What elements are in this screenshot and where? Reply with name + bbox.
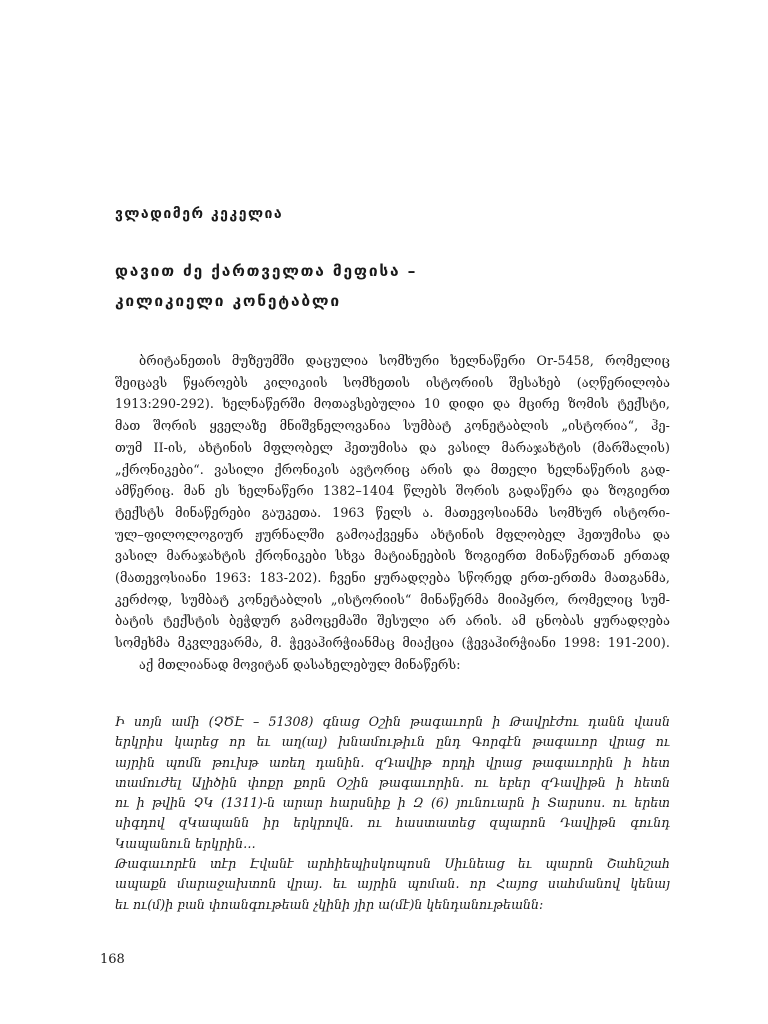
- quote-line: սիգդով զԿապանն իր երկրովն. ու հաստատեց զպարոն Դավիթն գունդ: [115, 815, 670, 831]
- title-line: კილიკიელი კონეტაბლი: [115, 292, 341, 310]
- quote-line: Թագաւորէն տէր Էվանէ արհիեպիսկոպոսն Սիւնեաց եւ պարոն Շահնշահ: [115, 856, 670, 872]
- quote-line: եւ ու(մ)ի բան փոանգութեան չկինի յիր ա(մէ)ն կենդանութեանն:: [115, 896, 544, 912]
- body-line: შეიცავს წყაროებს კილიკიის სომხეთის ისტორიის შესახებ (აღწერილობა: [115, 374, 670, 390]
- body-line: თუმ II-ის, ახტინის მფლობელ ჰეთუმისა და ვასილ მარაჯახტის (მარშალის): [115, 439, 670, 455]
- body-line: ულ–ფილოლოგიურ ჟურნალში გამოაქვეყნა ახტინის მფლობელ ჰეთუმისა და: [115, 526, 670, 542]
- author-name: ვლადიმერ კეკელია: [115, 206, 284, 222]
- armenian-quotation: [115, 712, 670, 915]
- quote-line: ու ի թվին ՉԿ (1311)-ն արար հարսնիք ի Զ (6) յունուարն ի Տարսոս. ու երետ: [115, 795, 670, 811]
- body-line: აქ მთლიანად მოვიტან დასახელებულ მინაწერს:: [139, 656, 461, 672]
- body-line: ბატის ტექსტის ბეჭდურ გამოცემაში შესული არ არის. ამ ცნობას ყურადღება: [115, 613, 670, 629]
- body-line: სომეხმა მკვლევარმა, მ. ჭევაჰირჭიანმაც მიაქცია (ჭევაჰირჭიანი 1998: 191-200).: [115, 635, 670, 651]
- article-body: [115, 350, 670, 676]
- body-line: ვასილ მარაჯახტის ქრონიკები სხვა მატიანეების ზოგიერთ მინაწერთან ერთად: [115, 548, 670, 564]
- quote-line: տամուժել Ալիծին փոքր քորն Օշին թագաւորին. ու եբեր զԴավիթն ի հետն: [115, 774, 670, 790]
- body-line: (მათევოსიანი 1963: 183-202). ჩვენი ყურადღება სწორედ ერთ-ერთმა მათგანმა,: [115, 570, 670, 586]
- body-line: 1913:290-292). ხელნაწერში მოთავსებულია 10 დიდი და მცირე ზომის ტექსტი,: [115, 396, 670, 412]
- body-line: მათ შორის ყველაზე მნიშვნელოვანია სუმბატ კონეტაბლის „ისტორია“, ჰე-: [115, 418, 670, 434]
- body-line: კერძოდ, სუმბატ კონეტაბლის „ისტორიის“ მინაწერმა მიიპყრო, რომელიც სუმ-: [115, 591, 670, 607]
- quote-line: Ի սոյն ամի (ՉԾԷ – 51308) գնաց Օշին թագաւորն ի Թավրէժու դանն վասն: [115, 714, 670, 729]
- title-line: დავით ძე ქართველთა მეფისა –: [115, 262, 418, 280]
- page-number: 168: [100, 952, 125, 967]
- quote-line: ապաքն մարաջախտոն վրայ. եւ այրին պոման. որ Հայոց սահմանով կենայ: [115, 876, 670, 892]
- body-line: ამწერიც. მან ეს ხელნაწერი 1382–1404 წლებს შორის გადაწერა და ზოგიერთ: [115, 483, 670, 499]
- body-line: ტექსტს მინაწერები გაუკეთა. 1963 წელს ა. მათევოსიანმა სომხურ ისტორი-: [115, 504, 670, 520]
- body-line: „ქრონიკები“. ვასილი ქრონიკის ავტორიც არის და მთელი ხელნაწერის გად-: [115, 461, 670, 477]
- quote-line: երկրիս կարեց որ եւ աղ(ալ) խնամութիւն ընդ Գորգէն թագաւոր վրաց ու: [115, 734, 670, 750]
- article-title: [115, 256, 675, 316]
- body-line: ბრიტანეთის მუზეუმში დაცულია სომხური ხელნაწერი Or-5458, რომელიც: [139, 353, 670, 368]
- quote-line: այրին պոմն թուխթ առեղ դանին. զԴավիթ որդի վրաց թագաւորին ի հետ: [115, 754, 670, 770]
- quote-line: Կապանուն երկրին…: [115, 835, 256, 851]
